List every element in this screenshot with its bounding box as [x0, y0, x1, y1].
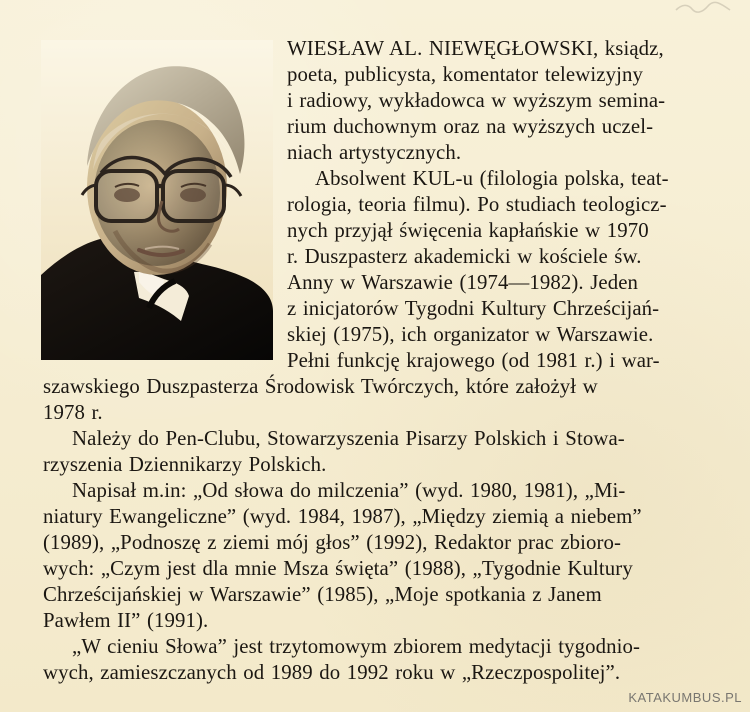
bio-line-22: Chrześcijańskiej w Warszawie” (1985), „Moje spotkania z Janem: [43, 583, 602, 606]
bio-line-14: szawskiego Duszpasterza Środowisk Twórczych, które założył w: [43, 375, 598, 398]
bio-line-7: rologia, teoria filmu). Po studiach teologicz-: [287, 193, 667, 216]
bio-line-17: rzyszenia Dziennikarzy Polskich.: [43, 453, 327, 476]
bio-line-25: wych, zamieszczanych od 1989 do 1992 roku w „Rzeczpospolitej”.: [43, 661, 621, 684]
bio-line-18: Napisał m.in: „Od słowa do milczenia” (wyd. 1980, 1981), „Mi-: [72, 479, 626, 502]
bio-line-19: niatury Ewangeliczne” (wyd. 1984, 1987), „Między ziemią a niebem”: [43, 505, 642, 528]
page-corner-mark: [674, 0, 732, 14]
bio-line-5: niach artystycznych.: [287, 141, 462, 164]
bio-line-3: i radiowy, wykładowca w wyższym semina-: [287, 89, 666, 112]
portrait-photo: [41, 40, 273, 360]
bio-line-15: 1978 r.: [43, 401, 103, 424]
bio-line-24: „W cieniu Słowa” jest trzytomowym zbiorem medytacji tygodnio-: [72, 635, 640, 658]
bio-line-10: Anny w Warszawie (1974—1982). Jeden: [287, 271, 639, 294]
bio-line-8: nych przyjął święcenia kapłańskie w 1970: [287, 219, 649, 242]
corner-mark-icon: [674, 0, 732, 14]
bio-line-20: (1989), „Podnoszę z ziemi mój głos” (1992), Redaktor prac zbioro-: [43, 531, 622, 554]
bio-line-4: rium duchownym oraz na wyższych uczel-: [287, 115, 654, 138]
site-watermark: KATAKUMBUS.PL: [628, 690, 742, 705]
bio-line-12: skiej (1975), ich organizator w Warszawie.: [287, 323, 654, 346]
bio-line-21: wych: „Czym jest dla mnie Msza święta” (1988), „Tygodnie Kultury: [43, 557, 633, 580]
bio-line-6: Absolwent KUL-u (filologia polska, teat-: [315, 167, 669, 190]
bio-line-1: WIESŁAW AL. NIEWĘGŁOWSKI, ksiądz,: [287, 37, 664, 60]
bio-line-9: r. Duszpasterz akademicki w kościele św.: [287, 245, 642, 268]
bio-line-23: Pawłem II” (1991).: [43, 609, 209, 632]
portrait-photo-icon: [41, 40, 273, 360]
bio-line-13: Pełni funkcję krajowego (od 1981 r.) i war-: [287, 349, 660, 372]
bio-line-16: Należy do Pen-Clubu, Stowarzyszenia Pisarzy Polskich i Stowa-: [72, 427, 625, 450]
bio-line-2: poeta, publicysta, komentator telewizyjny: [287, 63, 643, 86]
bio-line-11: z inicjatorów Tygodni Kultury Chrześcijań-: [287, 297, 660, 320]
